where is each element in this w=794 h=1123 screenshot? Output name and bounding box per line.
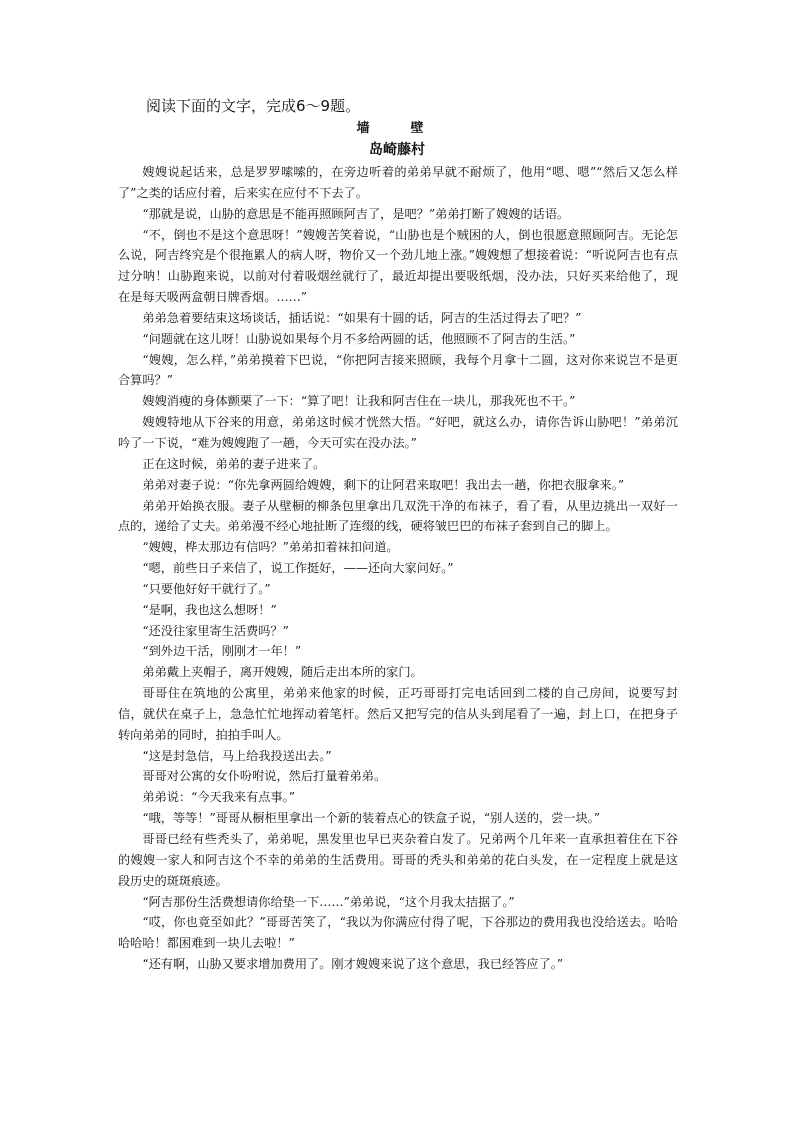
paragraph: “阿吉那份生活费想请你给垫一下……”弟弟说，“这个月我太拮据了。” bbox=[142, 894, 515, 909]
paragraph: “还没往家里寄生活费吗？” bbox=[142, 623, 289, 638]
paragraph: “哎，你也竟至如此？”哥哥苦笑了，“我以为你满应付得了呢，下谷那边的费用我也没给送去。哈哈哈哈哈！都困难到一块儿去啦！” bbox=[118, 915, 678, 951]
paragraph: 哥哥已经有些秃头了，弟弟呢，黑发里也早已夹杂着白发了。兄弟两个几年来一直承担着住在下谷的嫂嫂一家人和阿吉这个不幸的弟弟的生活费用。哥哥的秃头和弟弟的花白头发，在一定程度上就是这段历史的斑斑痕迹。 bbox=[118, 832, 678, 888]
story-author: 岛崎藤村 bbox=[369, 142, 425, 158]
paragraph: “还有啊，山胁又要求增加费用了。刚才嫂嫂来说了这个意思，我已经答应了。” bbox=[142, 957, 564, 972]
paragraph: 弟弟说：“今天我来有点事。” bbox=[142, 790, 296, 805]
story-title: 墙 壁 bbox=[356, 121, 438, 136]
paragraph: “嫂嫂，怎么样，”弟弟摸着下巴说，“你把阿吉接来照顾，我每个月拿十二圆，这对你来说岂不是更合算吗？” bbox=[118, 352, 678, 388]
paragraph: 嫂嫂消瘦的身体颤栗了一下：“算了吧！让我和阿吉住在一块儿，那我死也不干。” bbox=[142, 394, 576, 409]
paragraph: “哦，等等！”哥哥从橱柜里拿出一个新的装着点心的铁盒子说，“别人送的，尝一块。” bbox=[142, 811, 600, 826]
paragraph: “嗯，前些日子来信了，说工作挺好，——还向大家问好。” bbox=[142, 561, 454, 576]
paragraph: “这是封急信，马上给我投送出去。” bbox=[142, 748, 332, 763]
paragraph: “到外边干活，刚刚才一年！” bbox=[142, 644, 302, 659]
paragraph: 弟弟戴上夹帽子，离开嫂嫂，随后走出本所的家门。 bbox=[142, 665, 423, 680]
paragraph: “不，倒也不是这个意思呀！”嫂嫂苦笑着说，“山胁也是个贼困的人，倒也很愿意照顾阿吉。无论怎么说，阿吉终究是个很拖累人的病人呀，物价又一个劲儿地上涨。”嫂嫂想了想接着说：“听说阿吉也有点过分呐！山胁跑来说，以前对付着吸烟丝就行了，最近却提出要吸纸烟，没办法，只好买来给他了，现在是每天吸两盒朝日牌香烟。……” bbox=[118, 227, 678, 305]
question-instruction: 阅读下面的文字，完成6～9题。 bbox=[146, 97, 361, 115]
paragraph: 弟弟急着要结束这场谈话，插话说：“如果有十圆的话，阿吉的生活过得去了吧？” bbox=[142, 310, 582, 325]
paragraph: 哥哥对公寓的女仆吩咐说，然后打量着弟弟。 bbox=[142, 769, 387, 784]
paragraph: 嫂嫂特地从下谷来的用意，弟弟这时候才恍然大悟。“好吧，就这么办，请你告诉山胁吧！”弟弟沉吟了一下说，“难为嫂嫂跑了一趟，今天可实在没办法。” bbox=[118, 415, 678, 450]
paragraph: 哥哥住在筑地的公寓里，弟弟来他家的时候，正巧哥哥打完电话回到二楼的自己房间，说要写封信，就伏在桌子上，急急忙忙地挥动着笔杆。然后又把写完的信从头到尾看了一遍，封上口，在把身子转向弟弟的同时，拍拍手叫人。 bbox=[118, 686, 678, 742]
story-body bbox=[118, 162, 678, 975]
paragraph: 正在这时候，弟弟的妻子进来了。 bbox=[142, 456, 326, 471]
paragraph: “只要他好好干就行了。” bbox=[142, 581, 271, 596]
paragraph: “是啊，我也这么想呀！” bbox=[142, 602, 277, 617]
paragraph: 弟弟对妻子说：“你先拿两圆给嫂嫂，剩下的让阿君来取吧！我出去一趟，你把衣服拿来。” bbox=[142, 477, 625, 492]
paragraph: “那就是说，山胁的意思是不能再照顾阿吉了，是吧？”弟弟打断了嫂嫂的话语。 bbox=[142, 206, 570, 221]
paragraph: 嫂嫂说起话来，总是罗罗嗦嗦的，在旁边听着的弟弟早就不耐烦了，他用“嗯、嗯”“然后又怎么样了”之类的话应付着，后来实在应付不下去了。 bbox=[118, 165, 678, 200]
paragraph: “问题就在这儿呀！山胁说如果每个月不多给两圆的话，他照顾不了阿吉的生活。” bbox=[142, 331, 576, 346]
paragraph: “嫂嫂，桦太那边有信吗？”弟弟扣着袜扣问道。 bbox=[142, 540, 399, 555]
paragraph: 弟弟开始换衣服。妻子从壁橱的柳条包里拿出几双洗干净的布袜子，看了看，从里边挑出一双好一点的，递给了丈夫。弟弟漫不经心地扯断了连缀的线，硬将皱巴巴的布袜子套到自己的脚上。 bbox=[118, 498, 678, 534]
